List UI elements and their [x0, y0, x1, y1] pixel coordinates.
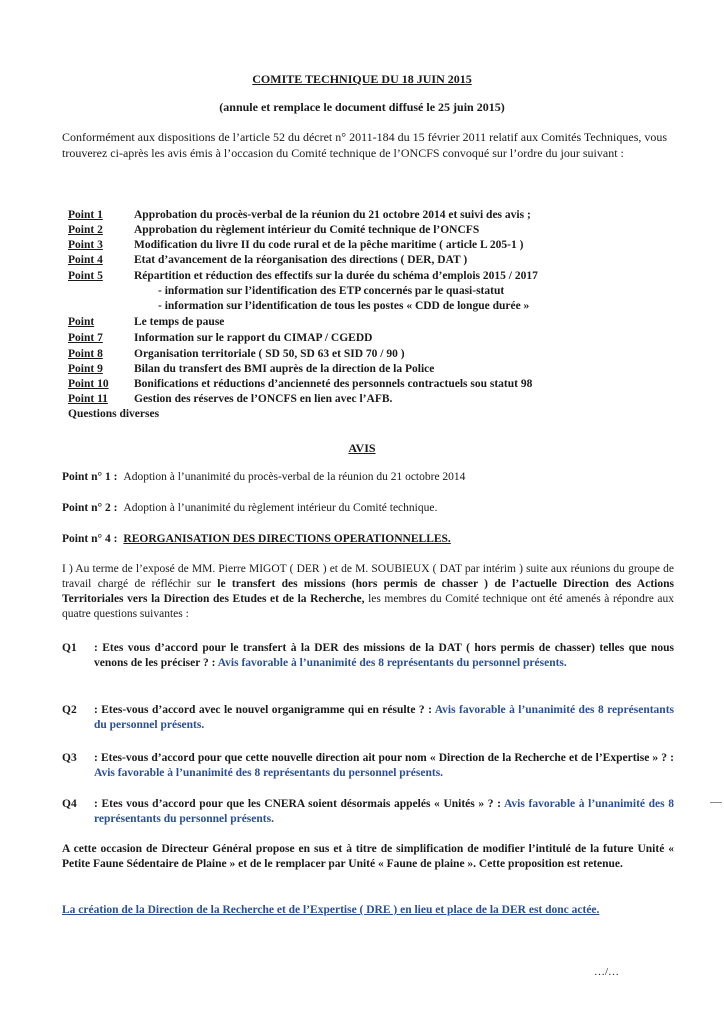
agenda-label: Point 11 — [68, 393, 108, 405]
point-label: Point n° 4 : — [62, 533, 118, 545]
point-4-paragraph: I ) Au terme de l’exposé de MM. Pierre MIGOT ( DER ) et de M. SOUBIEUX ( DAT par intérim ) suite aux réunions du groupe de travail chargé de réfléchir sur le transfert des missions (hors permis de chasser ) de l’actuelle Direction des Actions Territoriales vers la Direction des Etudes et de la Recherche, les membres du Comité technique ont été amenés à répondre aux quatre questions suivantes : — [62, 563, 674, 620]
question-answer: Avis favorable à l’unanimité des 8 représentants du personnel présents. — [94, 798, 674, 825]
agenda-text: Le temps de pause — [134, 316, 225, 328]
agenda-text: Information sur le rapport du CIMAP / CGEDD — [134, 332, 373, 344]
agenda-label: Point 9 — [68, 363, 103, 375]
agenda-text: Gestion des réserves de l’ONCFS en lien avec l’AFB. — [134, 393, 393, 405]
question-answer: Avis favorable à l’unanimité des 8 représentants du personnel présents. — [94, 767, 444, 779]
agenda-label: Point — [68, 316, 95, 328]
agenda-label: Point 8 — [68, 348, 103, 360]
agenda-text: Bilan du transfert des BMI auprès de la direction de la Police — [134, 363, 435, 375]
section-title: REORGANISATION DES DIRECTIONS OPERATIONNELLES. — [123, 533, 451, 545]
question-answer: Avis favorable à l’unanimité des 8 représentants du personnel présents. — [94, 704, 674, 731]
agenda-text: Répartition et réduction des effectifs sur la durée du schéma d’emplois 2015 / 2017 — [134, 270, 538, 282]
agenda-label: Point 10 — [68, 378, 109, 390]
question-q2: Q2 : Etes-vous d’accord avec le nouvel organigramme qui en résulte ? : Avis favorable à l’unanimité des 8 représentants du personnel présents. — [62, 704, 674, 731]
agenda-text: - information sur l’identification de tous les postes « CDD de longue durée » — [158, 300, 530, 312]
agenda-text: Modification du livre II du code rural et de la pêche maritime ( article L 205-1 ) — [134, 239, 524, 251]
point-label: Point n° 2 : — [62, 502, 118, 514]
question-label: Q3 — [62, 752, 77, 764]
agenda-label: Point 1 — [68, 209, 103, 221]
agenda-text: - information sur l’identification des ETP concernés par le quasi-statut — [158, 285, 505, 297]
avis-point-4 — [62, 533, 451, 545]
conclusion-statement: La création de la Direction de la Recherche et de l’Expertise ( DRE ) en lieu et place de la DER est donc actée. — [62, 904, 600, 916]
document-title: COMITE TECHNIQUE DU 18 JUIN 2015 — [252, 72, 472, 86]
point-text: Adoption à l’unanimité du règlement intérieur du Comité technique. — [123, 502, 438, 514]
agenda-item — [68, 269, 668, 283]
continuation-mark: …/… — [594, 966, 620, 978]
avis-heading: AVIS — [348, 441, 376, 455]
agenda-label: Point 5 — [68, 270, 103, 282]
question-label: Q1 — [62, 642, 77, 654]
agenda-item — [68, 223, 668, 237]
agenda-item — [68, 377, 668, 391]
point-label: Point n° 1 : — [62, 471, 118, 483]
agenda-item — [68, 347, 668, 361]
point-text: Adoption à l’unanimité du procès-verbal de la réunion du 21 octobre 2014 — [123, 471, 466, 483]
question-q1: Q1 : Etes vous d’accord pour le transfert à la DER des missions de la DAT ( hors permis de chasser) telles que nous venons de les préciser ? : Avis favorable à l’unanimité des 8 représentants du personnel présents. — [62, 642, 674, 669]
document-subtitle: (annule et remplace le document diffusé le 25 juin 2015) — [219, 100, 505, 114]
agenda-item — [68, 253, 668, 267]
question-label: Q4 — [62, 798, 77, 810]
agenda-subitem — [68, 284, 668, 298]
closing-paragraph: A cette occasion de Directeur Général propose en sus et à titre de simplification de modifier l’intitulé de la future Unité « Petite Faune Sédentaire de Plaine » et de le remplacer par Unité « Faune de plaine ». Cette proposition est retenue. — [62, 843, 674, 870]
agenda-text: Bonifications et réductions d’ancienneté des personnels contractuels sou statut 98 — [134, 378, 533, 390]
intro-paragraph: Conformément aux dispositions de l’article 52 du décret n° 2011-184 du 15 février 2011 relatif aux Comités Techniques, vous trouverez ci-après les avis émis à l’occasion du Comité technique de l’ONCFS convoqué sur l’ordre du jour suivant : — [62, 130, 668, 160]
question-q4: Q4 : Etes vous d’accord pour que les CNERA soient désormais appelés « Unités » ? : Avis favorable à l’unanimité des 8 représentants du personnel présents. — [62, 798, 674, 825]
agenda-text: Approbation du procès-verbal de la réunion du 21 octobre 2014 et suivi des avis ; — [134, 209, 531, 221]
avis-point-1 — [62, 471, 465, 483]
scan-margin-mark — [710, 802, 722, 803]
agenda-text: Etat d’avancement de la réorganisation des directions ( DER, DAT ) — [134, 254, 468, 266]
agenda-label: Point 3 — [68, 239, 103, 251]
agenda-item — [68, 238, 668, 252]
agenda-label: Questions diverses — [68, 408, 160, 420]
agenda-subitem — [68, 299, 668, 313]
agenda-text: Approbation du règlement intérieur du Comité technique de l’ONCFS — [134, 224, 480, 236]
question-label: Q2 — [62, 704, 77, 716]
agenda-item — [68, 362, 668, 376]
agenda-list — [68, 208, 668, 428]
avis-point-2 — [62, 502, 437, 514]
agenda-item — [68, 407, 668, 421]
agenda-label: Point 7 — [68, 332, 103, 344]
agenda-item — [68, 331, 668, 345]
agenda-item — [68, 315, 668, 329]
agenda-item — [68, 208, 668, 222]
agenda-label: Point 4 — [68, 254, 103, 266]
question-answer: Avis favorable à l’unanimité des 8 représentants du personnel présents. — [217, 657, 567, 669]
agenda-text: Organisation territoriale ( SD 50, SD 63 et SID 70 / 90 ) — [134, 348, 405, 360]
question-q3: Q3 : Etes-vous d’accord pour que cette nouvelle direction ait pour nom « Direction de la Recherche et de l’Expertise » ? : Avis favorable à l’unanimité des 8 représentants du personnel présents. — [62, 752, 674, 779]
agenda-item — [68, 392, 668, 406]
agenda-label: Point 2 — [68, 224, 103, 236]
